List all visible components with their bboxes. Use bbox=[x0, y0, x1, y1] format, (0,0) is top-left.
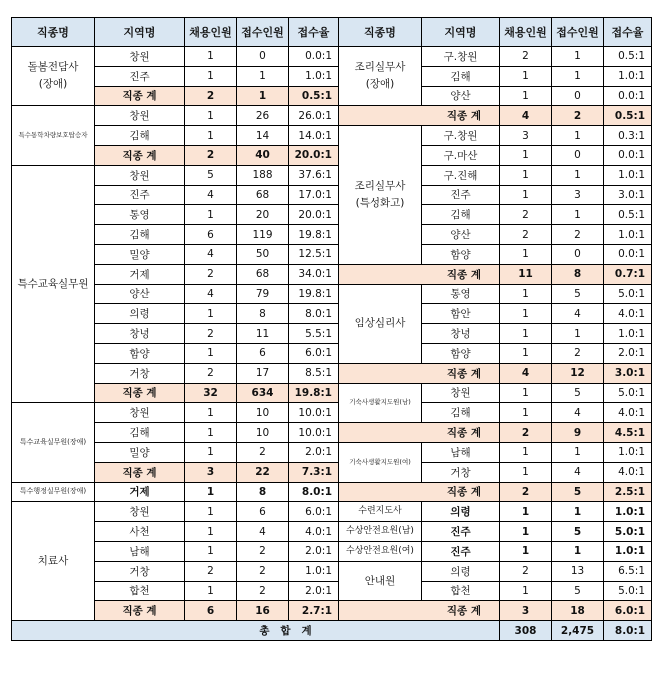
competition-ratio: 3.0:1 bbox=[604, 363, 652, 383]
table-row bbox=[12, 66, 652, 86]
job-category: 특수교육실무원 bbox=[12, 165, 95, 403]
applied-count: 13 bbox=[552, 561, 604, 581]
grand-total-row bbox=[12, 621, 652, 641]
applied-count: 8 bbox=[552, 264, 604, 284]
region: 합천 bbox=[95, 581, 185, 601]
competition-ratio: 7.3:1 bbox=[289, 462, 339, 482]
hired-count: 1 bbox=[500, 304, 552, 324]
hired-count: 2 bbox=[500, 205, 552, 225]
hired-count: 1 bbox=[185, 541, 237, 561]
competition-ratio: 0.0:1 bbox=[289, 47, 339, 67]
applied-count: 2 bbox=[237, 581, 289, 601]
table-row bbox=[12, 462, 652, 482]
table-row bbox=[12, 383, 652, 403]
applied-count: 26 bbox=[237, 106, 289, 126]
competition-ratio: 5.0:1 bbox=[604, 581, 652, 601]
applied-count: 2 bbox=[237, 541, 289, 561]
region: 양산 bbox=[95, 284, 185, 304]
applied-count: 0 bbox=[552, 244, 604, 264]
applied-count: 1 bbox=[552, 165, 604, 185]
hired-count: 1 bbox=[500, 185, 552, 205]
table-row bbox=[12, 502, 652, 522]
hired-count: 2 bbox=[185, 324, 237, 344]
hired-count: 1 bbox=[185, 343, 237, 363]
applied-count: 8 bbox=[237, 304, 289, 324]
region: 양산 bbox=[422, 86, 500, 106]
competition-ratio: 5.5:1 bbox=[289, 324, 339, 344]
job-category: 돌봄전담사 (장애) bbox=[12, 47, 95, 106]
applied-count: 1 bbox=[552, 541, 604, 561]
subtotal-label: 직종 계 bbox=[95, 145, 185, 165]
hired-count: 2 bbox=[185, 145, 237, 165]
competition-ratio: 8.5:1 bbox=[289, 363, 339, 383]
table-row bbox=[12, 185, 652, 205]
region: 진주 bbox=[422, 522, 500, 542]
competition-ratio: 1.0:1 bbox=[604, 442, 652, 462]
hired-count: 1 bbox=[500, 343, 552, 363]
hired-count: 6 bbox=[185, 601, 237, 621]
applied-count: 10 bbox=[237, 423, 289, 443]
subtotal-label: 직종 계 bbox=[95, 601, 185, 621]
table-row bbox=[12, 145, 652, 165]
hired-count: 5 bbox=[185, 165, 237, 185]
hired-count: 1 bbox=[500, 244, 552, 264]
column-header: 채용인원 bbox=[500, 18, 552, 47]
hired-count: 1 bbox=[500, 165, 552, 185]
column-header: 채용인원 bbox=[185, 18, 237, 47]
competition-ratio: 0.0:1 bbox=[604, 86, 652, 106]
applied-count: 2 bbox=[552, 106, 604, 126]
hired-count: 1 bbox=[185, 442, 237, 462]
table-row bbox=[12, 304, 652, 324]
hired-count: 4 bbox=[185, 284, 237, 304]
applied-count: 2 bbox=[237, 561, 289, 581]
hired-count: 2 bbox=[500, 482, 552, 502]
competition-ratio: 17.0:1 bbox=[289, 185, 339, 205]
hired-count: 2 bbox=[500, 225, 552, 245]
region: 남해 bbox=[95, 541, 185, 561]
hired-count: 1 bbox=[500, 284, 552, 304]
region: 진주 bbox=[422, 185, 500, 205]
region: 함안 bbox=[422, 304, 500, 324]
applied-count: 1 bbox=[552, 442, 604, 462]
region: 거창 bbox=[422, 462, 500, 482]
applied-count: 17 bbox=[237, 363, 289, 383]
applied-count: 68 bbox=[237, 185, 289, 205]
applied-count: 14 bbox=[237, 126, 289, 146]
hired-count: 1 bbox=[500, 324, 552, 344]
subtotal-label: 직종 계 bbox=[339, 423, 500, 443]
competition-ratio: 4.5:1 bbox=[604, 423, 652, 443]
table-row bbox=[12, 343, 652, 363]
recruitment-table bbox=[11, 17, 652, 641]
hired-count: 1 bbox=[185, 581, 237, 601]
subtotal-label: 직종 계 bbox=[339, 363, 500, 383]
applied-count: 40 bbox=[237, 145, 289, 165]
hired-count: 1 bbox=[500, 502, 552, 522]
competition-ratio: 0.3:1 bbox=[604, 126, 652, 146]
hired-count: 3 bbox=[500, 126, 552, 146]
column-header: 직종명 bbox=[339, 18, 422, 47]
column-header: 지역명 bbox=[95, 18, 185, 47]
hired-count: 1 bbox=[500, 66, 552, 86]
competition-ratio: 1.0:1 bbox=[289, 561, 339, 581]
hired-count: 1 bbox=[185, 423, 237, 443]
region: 구.진해 bbox=[422, 165, 500, 185]
region: 진주 bbox=[422, 541, 500, 561]
competition-ratio: 1.0:1 bbox=[604, 541, 652, 561]
competition-ratio: 19.8:1 bbox=[289, 383, 339, 403]
applied-count: 1 bbox=[552, 47, 604, 67]
grand-total-label: 총 합 계 bbox=[12, 621, 500, 641]
table-row bbox=[12, 561, 652, 581]
hired-count: 3 bbox=[185, 462, 237, 482]
table-row bbox=[12, 126, 652, 146]
competition-ratio: 0.5:1 bbox=[604, 47, 652, 67]
region: 함양 bbox=[95, 343, 185, 363]
hired-count: 1 bbox=[500, 541, 552, 561]
header-row bbox=[12, 18, 652, 47]
region: 진주 bbox=[95, 185, 185, 205]
applied-count: 1 bbox=[552, 126, 604, 146]
table-row bbox=[12, 601, 652, 621]
hired-count: 1 bbox=[500, 86, 552, 106]
column-header: 접수인원 bbox=[237, 18, 289, 47]
recruitment-table-wrapper bbox=[11, 17, 652, 641]
table-body bbox=[12, 18, 652, 641]
competition-ratio: 8.0:1 bbox=[289, 482, 339, 502]
competition-ratio: 2.0:1 bbox=[289, 442, 339, 462]
applied-count: 119 bbox=[237, 225, 289, 245]
competition-ratio: 2.5:1 bbox=[604, 482, 652, 502]
applied-count: 5 bbox=[552, 284, 604, 304]
region: 창원 bbox=[95, 165, 185, 185]
competition-ratio: 4.0:1 bbox=[604, 462, 652, 482]
hired-count: 1 bbox=[500, 403, 552, 423]
table-row bbox=[12, 225, 652, 245]
competition-ratio: 6.0:1 bbox=[289, 502, 339, 522]
competition-ratio: 20.0:1 bbox=[289, 145, 339, 165]
hired-count: 3 bbox=[500, 601, 552, 621]
table-row bbox=[12, 324, 652, 344]
competition-ratio: 2.0:1 bbox=[289, 581, 339, 601]
table-row bbox=[12, 363, 652, 383]
competition-ratio: 37.6:1 bbox=[289, 165, 339, 185]
job-category: 안내원 bbox=[339, 561, 422, 601]
column-header: 지역명 bbox=[422, 18, 500, 47]
hired-count: 11 bbox=[500, 264, 552, 284]
table-row bbox=[12, 284, 652, 304]
competition-ratio: 34.0:1 bbox=[289, 264, 339, 284]
hired-count: 1 bbox=[185, 106, 237, 126]
region: 구.창원 bbox=[422, 47, 500, 67]
applied-count: 4 bbox=[552, 403, 604, 423]
region: 의령 bbox=[422, 561, 500, 581]
hired-count: 1 bbox=[185, 66, 237, 86]
hired-count: 1 bbox=[185, 205, 237, 225]
region: 거제 bbox=[95, 264, 185, 284]
applied-count: 9 bbox=[552, 423, 604, 443]
applied-count: 68 bbox=[237, 264, 289, 284]
hired-count: 1 bbox=[185, 304, 237, 324]
region: 창원 bbox=[95, 47, 185, 67]
competition-ratio: 14.0:1 bbox=[289, 126, 339, 146]
competition-ratio: 1.0:1 bbox=[604, 502, 652, 522]
region: 진주 bbox=[95, 66, 185, 86]
hired-count: 1 bbox=[185, 126, 237, 146]
competition-ratio: 3.0:1 bbox=[604, 185, 652, 205]
competition-ratio: 0.5:1 bbox=[289, 86, 339, 106]
job-category: 수련지도사 bbox=[339, 502, 422, 522]
table-row bbox=[12, 403, 652, 423]
hired-count: 1 bbox=[185, 47, 237, 67]
competition-ratio: 5.0:1 bbox=[604, 284, 652, 304]
competition-ratio: 20.0:1 bbox=[289, 205, 339, 225]
competition-ratio: 0.0:1 bbox=[604, 244, 652, 264]
applied-count: 50 bbox=[237, 244, 289, 264]
subtotal-label: 직종 계 bbox=[339, 264, 500, 284]
hired-count: 1 bbox=[185, 522, 237, 542]
applied-count: 22 bbox=[237, 462, 289, 482]
region: 통영 bbox=[95, 205, 185, 225]
table-row bbox=[12, 86, 652, 106]
region: 창원 bbox=[95, 106, 185, 126]
hired-count: 1 bbox=[185, 403, 237, 423]
competition-ratio: 5.0:1 bbox=[604, 383, 652, 403]
table-row bbox=[12, 264, 652, 284]
hired-count: 4 bbox=[500, 106, 552, 126]
applied-count: 5 bbox=[552, 522, 604, 542]
competition-ratio: 12.5:1 bbox=[289, 244, 339, 264]
applied-count: 79 bbox=[237, 284, 289, 304]
competition-ratio: 4.0:1 bbox=[289, 522, 339, 542]
region: 창원 bbox=[422, 383, 500, 403]
hired-count: 2 bbox=[500, 47, 552, 67]
applied-count: 20 bbox=[237, 205, 289, 225]
competition-ratio: 6.0:1 bbox=[289, 343, 339, 363]
hired-count: 2 bbox=[185, 264, 237, 284]
competition-ratio: 19.8:1 bbox=[289, 284, 339, 304]
competition-ratio: 10.0:1 bbox=[289, 403, 339, 423]
job-category: 기숙사생활지도원(남) bbox=[339, 383, 422, 423]
applied-count: 5 bbox=[552, 581, 604, 601]
applied-count: 4 bbox=[552, 304, 604, 324]
competition-ratio: 0.0:1 bbox=[604, 145, 652, 165]
subtotal-label: 직종 계 bbox=[95, 383, 185, 403]
competition-ratio: 2.0:1 bbox=[604, 343, 652, 363]
applied-count: 4 bbox=[552, 462, 604, 482]
competition-ratio: 2.7:1 bbox=[289, 601, 339, 621]
applied-count: 4 bbox=[237, 522, 289, 542]
competition-ratio: 0.5:1 bbox=[604, 205, 652, 225]
region: 함양 bbox=[422, 343, 500, 363]
region: 김해 bbox=[422, 205, 500, 225]
region: 거창 bbox=[95, 363, 185, 383]
job-category: 기숙사생활지도원(여) bbox=[339, 442, 422, 482]
total-hired: 308 bbox=[500, 621, 552, 641]
competition-ratio: 2.0:1 bbox=[289, 541, 339, 561]
region: 거제 bbox=[95, 482, 185, 502]
column-header: 접수율 bbox=[289, 18, 339, 47]
competition-ratio: 10.0:1 bbox=[289, 423, 339, 443]
table-row bbox=[12, 522, 652, 542]
hired-count: 1 bbox=[500, 522, 552, 542]
column-header: 접수인원 bbox=[552, 18, 604, 47]
region: 합천 bbox=[422, 581, 500, 601]
applied-count: 12 bbox=[552, 363, 604, 383]
hired-count: 4 bbox=[500, 363, 552, 383]
table-row bbox=[12, 106, 652, 126]
region: 통영 bbox=[422, 284, 500, 304]
hired-count: 1 bbox=[500, 383, 552, 403]
applied-count: 6 bbox=[237, 502, 289, 522]
job-category: 특수교육실무원(장애) bbox=[12, 403, 95, 482]
hired-count: 4 bbox=[185, 244, 237, 264]
applied-count: 1 bbox=[237, 66, 289, 86]
table-row bbox=[12, 244, 652, 264]
applied-count: 1 bbox=[552, 502, 604, 522]
applied-count: 1 bbox=[237, 86, 289, 106]
competition-ratio: 1.0:1 bbox=[604, 324, 652, 344]
hired-count: 1 bbox=[500, 145, 552, 165]
table-row bbox=[12, 482, 652, 502]
region: 구.마산 bbox=[422, 145, 500, 165]
applied-count: 10 bbox=[237, 403, 289, 423]
competition-ratio: 1.0:1 bbox=[604, 225, 652, 245]
hired-count: 2 bbox=[185, 86, 237, 106]
hired-count: 1 bbox=[500, 442, 552, 462]
region: 창원 bbox=[95, 403, 185, 423]
applied-count: 2 bbox=[237, 442, 289, 462]
applied-count: 3 bbox=[552, 185, 604, 205]
table-row bbox=[12, 442, 652, 462]
competition-ratio: 1.0:1 bbox=[289, 66, 339, 86]
applied-count: 2 bbox=[552, 343, 604, 363]
applied-count: 18 bbox=[552, 601, 604, 621]
region: 김해 bbox=[95, 225, 185, 245]
region: 창원 bbox=[95, 502, 185, 522]
job-category: 특수통학차량보호탑승자 bbox=[12, 106, 95, 165]
job-category: 수상안전요원(남) bbox=[339, 522, 422, 542]
competition-ratio: 6.5:1 bbox=[604, 561, 652, 581]
table-row bbox=[12, 423, 652, 443]
applied-count: 634 bbox=[237, 383, 289, 403]
applied-count: 8 bbox=[237, 482, 289, 502]
region: 함양 bbox=[422, 244, 500, 264]
table-row bbox=[12, 541, 652, 561]
region: 남해 bbox=[422, 442, 500, 462]
total-ratio: 8.0:1 bbox=[604, 621, 652, 641]
hired-count: 6 bbox=[185, 225, 237, 245]
subtotal-label: 직종 계 bbox=[339, 106, 500, 126]
hired-count: 2 bbox=[185, 363, 237, 383]
applied-count: 6 bbox=[237, 343, 289, 363]
job-category: 특수행정실무원(장애) bbox=[12, 482, 95, 502]
region: 김해 bbox=[422, 403, 500, 423]
applied-count: 2 bbox=[552, 225, 604, 245]
competition-ratio: 26.0:1 bbox=[289, 106, 339, 126]
job-category: 치료사 bbox=[12, 502, 95, 621]
table-row bbox=[12, 165, 652, 185]
hired-count: 2 bbox=[500, 561, 552, 581]
hired-count: 32 bbox=[185, 383, 237, 403]
region: 김해 bbox=[95, 126, 185, 146]
table-row bbox=[12, 581, 652, 601]
subtotal-label: 직종 계 bbox=[95, 86, 185, 106]
subtotal-label: 직종 계 bbox=[339, 482, 500, 502]
region: 사천 bbox=[95, 522, 185, 542]
region: 창녕 bbox=[422, 324, 500, 344]
competition-ratio: 1.0:1 bbox=[604, 66, 652, 86]
applied-count: 5 bbox=[552, 383, 604, 403]
hired-count: 1 bbox=[185, 502, 237, 522]
job-category: 조리실무사 (특성화고) bbox=[339, 126, 422, 265]
applied-count: 11 bbox=[237, 324, 289, 344]
applied-count: 0 bbox=[552, 145, 604, 165]
competition-ratio: 19.8:1 bbox=[289, 225, 339, 245]
region: 밀양 bbox=[95, 244, 185, 264]
region: 밀양 bbox=[95, 442, 185, 462]
column-header: 직종명 bbox=[12, 18, 95, 47]
region: 김해 bbox=[422, 66, 500, 86]
region: 구.창원 bbox=[422, 126, 500, 146]
job-category: 조리실무사 (장애) bbox=[339, 47, 422, 106]
competition-ratio: 5.0:1 bbox=[604, 522, 652, 542]
table-row bbox=[12, 205, 652, 225]
column-header: 접수율 bbox=[604, 18, 652, 47]
competition-ratio: 4.0:1 bbox=[604, 403, 652, 423]
applied-count: 1 bbox=[552, 324, 604, 344]
hired-count: 1 bbox=[185, 482, 237, 502]
hired-count: 4 bbox=[185, 185, 237, 205]
hired-count: 1 bbox=[500, 462, 552, 482]
region: 양산 bbox=[422, 225, 500, 245]
competition-ratio: 8.0:1 bbox=[289, 304, 339, 324]
competition-ratio: 1.0:1 bbox=[604, 165, 652, 185]
region: 거창 bbox=[95, 561, 185, 581]
applied-count: 188 bbox=[237, 165, 289, 185]
applied-count: 0 bbox=[237, 47, 289, 67]
applied-count: 5 bbox=[552, 482, 604, 502]
table-row bbox=[12, 47, 652, 67]
applied-count: 16 bbox=[237, 601, 289, 621]
applied-count: 0 bbox=[552, 86, 604, 106]
region: 창녕 bbox=[95, 324, 185, 344]
subtotal-label: 직종 계 bbox=[339, 601, 500, 621]
region: 김해 bbox=[95, 423, 185, 443]
job-category: 임상심리사 bbox=[339, 284, 422, 363]
competition-ratio: 6.0:1 bbox=[604, 601, 652, 621]
region: 의령 bbox=[95, 304, 185, 324]
total-applied: 2,475 bbox=[552, 621, 604, 641]
hired-count: 1 bbox=[500, 581, 552, 601]
applied-count: 1 bbox=[552, 66, 604, 86]
competition-ratio: 4.0:1 bbox=[604, 304, 652, 324]
region: 의령 bbox=[422, 502, 500, 522]
subtotal-label: 직종 계 bbox=[95, 462, 185, 482]
job-category: 수상안전요원(여) bbox=[339, 541, 422, 561]
competition-ratio: 0.5:1 bbox=[604, 106, 652, 126]
applied-count: 1 bbox=[552, 205, 604, 225]
competition-ratio: 0.7:1 bbox=[604, 264, 652, 284]
hired-count: 2 bbox=[500, 423, 552, 443]
hired-count: 2 bbox=[185, 561, 237, 581]
